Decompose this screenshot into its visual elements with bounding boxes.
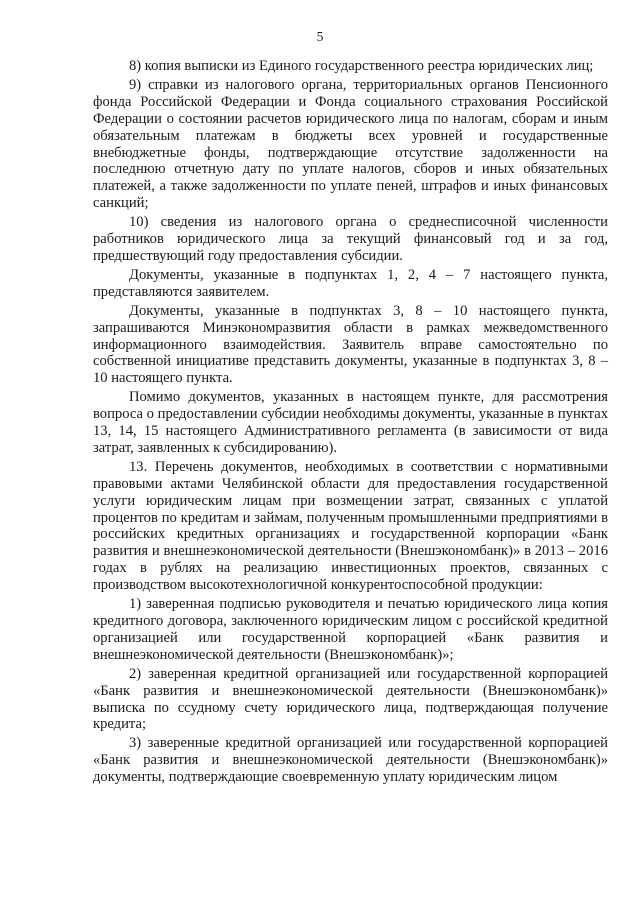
paragraph-submitted-by-applicant: Документы, указанные в подпунктах 1, 2, 4 – 7 настоящего пункта, представляются заявителем. bbox=[93, 266, 608, 300]
paragraph-13-item-1: 1) заверенная подписью руководителя и печатью юридического лица копия кредитного договора, заключенного юридическим лицом с российской кредитной организацией или государственной корпорацией «Банк развития и внешнеэкономической деятельности (Внешэкономбанк)»; bbox=[93, 596, 608, 663]
paragraph-item-9: 9) справки из налогового органа, территориальных органов Пенсионного фонда Российской Федерации и Фонда социального страхования Российской Федерации о состоянии расчетов юридического лица по налогам, сборам и иным обязательным платежам в бюджеты всех уровней и государственные внебюджетные фонды, подтверждающие отсутствие задолженности на последнюю отчетную дату по уплате налогов, сборов и иных обязательных платежей, а также задолженности по уплате пеней, штрафов и иных финансовых санкций; bbox=[93, 76, 608, 212]
paragraph-13-item-3: 3) заверенные кредитной организацией или государственной корпорацией «Банк развития и внешнеэкономической деятельности (Внешэкономбанк)» документы, подтверждающие своевременную уплату юридическим лицом bbox=[93, 735, 608, 786]
paragraph-section-13: 13. Перечень документов, необходимых в соответствии с нормативными правовыми актами Челябинской области для предоставления государственной услуги юридическим лицам при возмещении затрат, связанных с уплатой процентов по кредитам и займам, полученным промышленными предприятиями в российских кредитных организациях и государственной корпорации «Банк развития и внешнеэкономической деятельности (Внешэкономбанк)» в 2013 – 2016 годах в рублях на реализацию инвестиционных проектов, связанных с производством высокотехнологичной конкурентоспособной продукции: bbox=[93, 458, 608, 594]
paragraph-item-8: 8) копия выписки из Единого государственного реестра юридических лиц; bbox=[129, 58, 594, 74]
page-number: 5 bbox=[316, 29, 324, 44]
document-body bbox=[93, 58, 608, 788]
paragraph-13-item-2: 2) заверенная кредитной организацией или государственной корпорацией «Банк развития и внешнеэкономической деятельности (Внешэкономбанк)» выписка по ссудному счету юридического лица, подтверждающая получение кредита; bbox=[93, 665, 608, 733]
paragraph-additional-documents: Помимо документов, указанных в настоящем пункте, для рассмотрения вопроса о предоставлении субсидии необходимы документы, указанные в пунктах 13, 14, 15 настоящего Административного регламента (в зависимости от вида затрат, заявленных к субсидированию). bbox=[93, 389, 608, 456]
paragraph-item-10: 10) сведения из налогового органа о среднесписочной численности работников юридического лица за текущий финансовый год и за год, предшествующий году предоставления субсидии. bbox=[93, 214, 608, 264]
paragraph-requested-by-ministry: Документы, указанные в подпунктах 3, 8 – 10 настоящего пункта, запрашиваются Минэкономразвития области в рамках межведомственного информационного взаимодействия. Заявитель вправе самостоятельно по собственной инициативе представить документы, указанные в подпунктах 3, 8 – 10 настоящего пункта. bbox=[93, 302, 608, 387]
